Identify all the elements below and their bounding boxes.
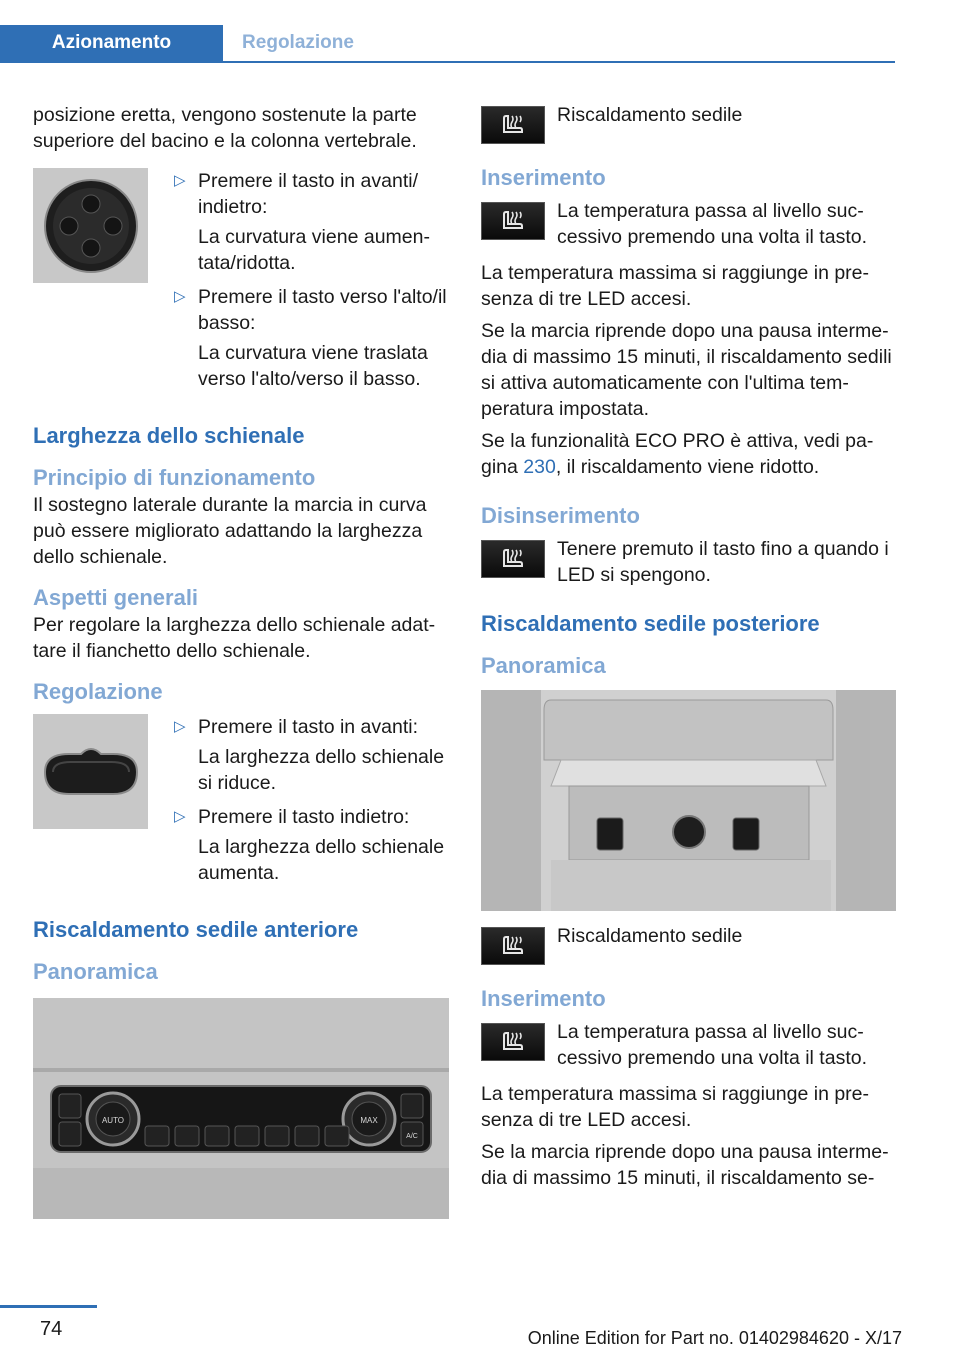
width-bullets: [176, 714, 449, 894]
left-column: [33, 102, 449, 1219]
edition-text: Online Edition for Part no. 01402984620 - X/17: [527, 1328, 902, 1348]
lumbar-switch-image: [33, 168, 148, 283]
footer-rule: [0, 1305, 97, 1308]
principle-text: Il sostegno laterale durante la marcia in curva può essere migliorato adattando la larghezza dello schienale.: [33, 494, 427, 568]
list-item: [176, 284, 449, 392]
width-heading: Larghezza dello schienale: [33, 423, 305, 448]
front-overview-heading: Panoramica: [33, 959, 158, 984]
on-instruction-text: La temperatura passa al livello successivo premendo una volta il tasto.: [557, 200, 868, 248]
off-heading: Disinserimento: [481, 503, 640, 528]
rear-label-row: [481, 923, 896, 965]
bullet-action: ▷ Premere il tasto in avanti:: [198, 716, 419, 738]
rear-on-instruction-text: La temperatura passa al livello successivo premendo una volta il tasto.: [557, 1021, 868, 1069]
seat-heating-icon: [481, 106, 545, 144]
bullet-action: ▷ Premere il tasto verso l'alto/il basso:: [198, 286, 447, 334]
page-link[interactable]: 230: [523, 456, 556, 478]
seat-heating-label-row: [481, 102, 896, 144]
rear-on-instruction-row: [481, 1019, 896, 1071]
on-heading: Inserimento: [481, 165, 606, 190]
tab-azionamento[interactable]: Azionamento: [0, 25, 223, 61]
general-text: Per regolare la larghezza dello schienale adattare il fianchetto dello schienale.: [33, 614, 436, 662]
bullet-result: La larghezza dello schienale si riduce.: [198, 746, 445, 794]
lumbar-bullets: [176, 168, 449, 400]
bullet-result: La curvatura viene aumentata/ridotta.: [198, 226, 430, 274]
seat-heating-label: Riscaldamento sedile: [557, 104, 743, 126]
bullet-result: La larghezza dello schienale aumenta.: [198, 836, 445, 884]
climate-max-label: MAX: [360, 1116, 378, 1125]
tab-regolazione[interactable]: Regolazione: [242, 32, 354, 53]
width-section: [33, 714, 449, 894]
list-item: [176, 714, 449, 796]
front-heat-heading: Riscaldamento sedile anteriore: [33, 917, 359, 942]
adjust-heading: Regolazione: [33, 679, 163, 704]
seat-heating-icon: [481, 1023, 545, 1061]
intro-text: posizione eretta, vengono sostenute la parte superiore del bacino e la colonna vertebrale.: [33, 104, 417, 152]
width-switch-image: [33, 714, 148, 829]
off-instruction-row: [481, 536, 896, 588]
principle-heading: Principio di funzionamento: [33, 465, 316, 490]
rear-heat-heading: Riscaldamento sedile posteriore: [481, 611, 820, 636]
rear-heating-label: Riscaldamento sedile: [557, 925, 743, 947]
resume-text: Se la marcia riprende dopo una pausa intermedia di massimo 15 minuti, il riscaldamento sedili si attiva automaticamente con l'ultima temperatura impostata.: [481, 320, 892, 420]
rear-resume-text: Se la marcia riprende dopo una pausa intermedia di massimo 15 minuti, il riscaldamento se-: [481, 1141, 889, 1189]
list-item: [176, 804, 449, 886]
list-item: [176, 168, 449, 276]
general-heading: Aspetti generali: [33, 585, 199, 610]
width-switch-icon: [39, 742, 143, 802]
bullet-result: La curvatura viene traslata verso l'alto/verso il basso.: [198, 342, 428, 390]
lumbar-knob-icon: [41, 176, 141, 276]
off-instruction-text: Tenere premuto il tasto fino a quando i LED si spengono.: [557, 538, 889, 586]
climate-auto-label: AUTO: [101, 1116, 125, 1125]
front-climate-panel-image: [33, 998, 449, 1219]
eco-text: [481, 428, 896, 480]
rear-console-image: [481, 690, 896, 911]
page-number: 74: [40, 1318, 63, 1340]
bullet-action: ▷ Premere il tasto in avanti/ indietro:: [198, 170, 419, 218]
rear-max-temp-text: La temperatura massima si raggiunge in presenza di tre LED accesi.: [481, 1083, 870, 1131]
right-column: [481, 102, 896, 1197]
lumbar-section: [33, 168, 449, 400]
max-temp-text: La temperatura massima si raggiunge in presenza di tre LED accesi.: [481, 262, 870, 310]
bullet-action: ▷ Premere il tasto indietro:: [198, 806, 410, 828]
on-instruction-row: [481, 198, 896, 250]
seat-heating-icon: [481, 202, 545, 240]
climate-ac-label: A/C: [406, 1133, 418, 1140]
rear-overview-heading: Panoramica: [481, 653, 606, 678]
eco-text-after: , il riscaldamento viene ridotto.: [555, 456, 820, 478]
eco-text-before: Se la funzionalità ECO PRO è attiva, vedi pagina: [481, 430, 874, 478]
rear-on-heading: Inserimento: [481, 986, 606, 1011]
seat-heating-icon: [481, 927, 545, 965]
seat-heating-icon: [481, 540, 545, 578]
chapter-tabbar: [0, 25, 895, 63]
